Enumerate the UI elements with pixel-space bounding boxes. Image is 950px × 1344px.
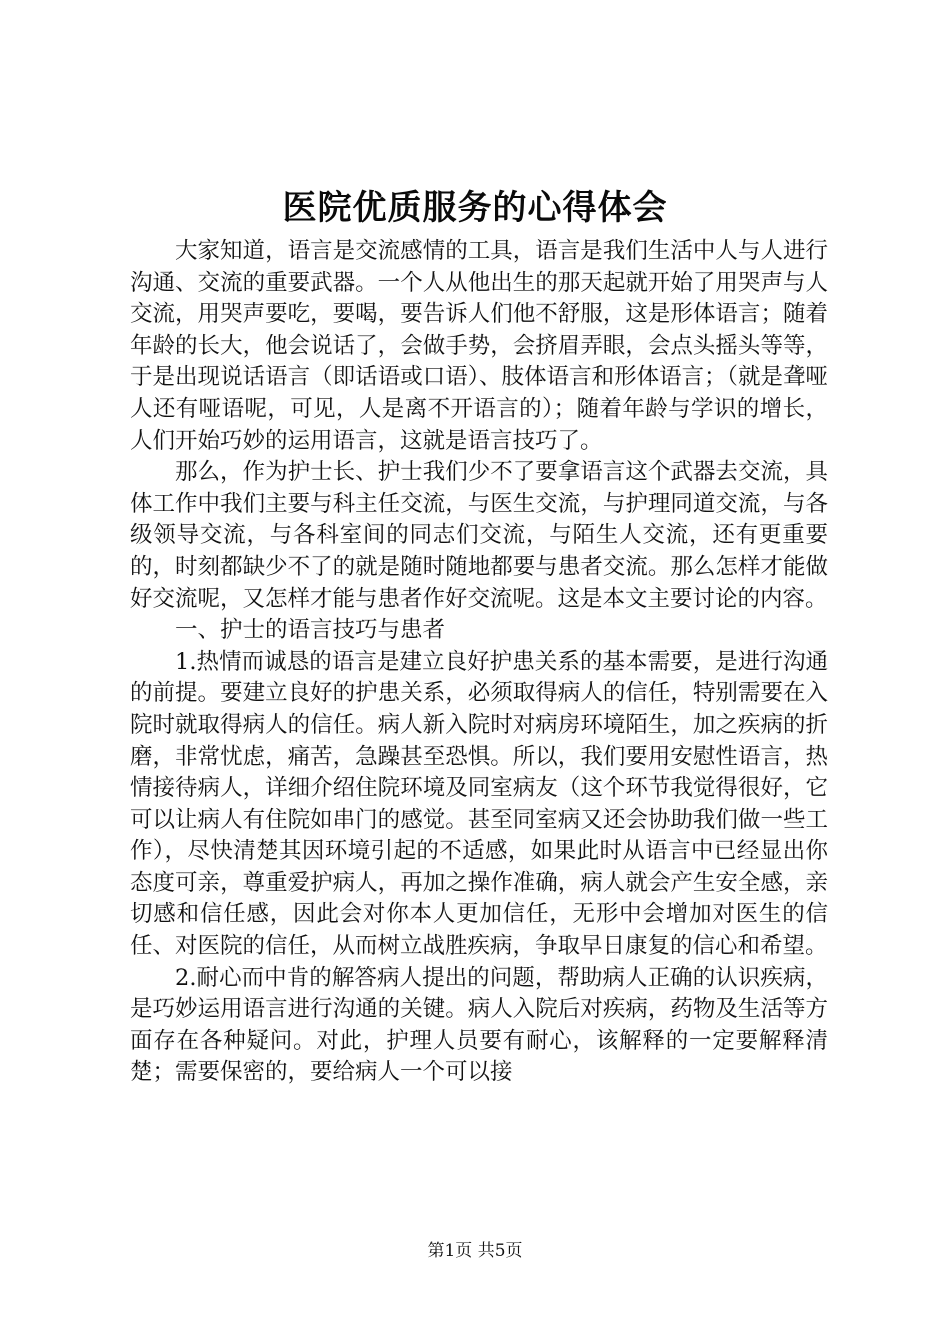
paragraph: 1.热情而诚恳的语言是建立良好护患关系的基本需要，是进行沟通的前提。要建立良好的护患关系，必须取得病人的信任，特别需要在入院时就取得病人的信任。病人新入院时对病房环境陌生，加之疾病的折磨，非常忧虑，痛苦，急躁甚至恐惧。所以，我们要用安慰性语言，热情接待病人，详细介绍住院环境及同室病友（这个环节我觉得很好，它可以让病人有住院如串门的感觉。甚至同室病又还会协助我们做一些工作），尽快清楚其因环境引起的不适感，如果此时从语言中已经显出你态度可亲，尊重爱护病人，再加之操作准确，病人就会产生安全感，亲切感和信任感，因此会对你本人更加信任，无形中会增加对医生的信任、对医院的信任，从而树立战胜疾病，争取早日康复的信心和希望。 — [130, 648, 828, 960]
paragraph: 那么，作为护士长、护士我们少不了要拿语言这个武器去交流，具体工作中我们主要与科主任交流，与医生交流，与护理同道交流，与各级领导交流，与各科室间的同志们交流，与陌生人交流，还有更重要的，时刻都缺少不了的就是随时随地都要与患者交流。那么怎样才能做好交流呢，又怎样才能与患者作好交流呢。这是本文主要讨论的内容。 — [130, 459, 828, 612]
paragraph: 大家知道，语言是交流感情的工具，语言是我们生活中人与人进行沟通、交流的重要武器。一个人从他出生的那天起就开始了用哭声与人交流，用哭声要吃，要喝，要告诉人们他不舒服，这是形体语言；随着年龄的长大，他会说话了，会做手势，会挤眉弄眼，会点头摇头等等，于是出现说话语言（即话语或口语）、肢体语言和形体语言；（就是聋哑人还有哑语呢，可见，人是离不开语言的）；随着年龄与学识的增长，人们开始巧妙的运用语言，这就是语言技巧了。 — [130, 238, 828, 454]
section-heading: 一、护士的语言技巧与患者 — [175, 617, 446, 644]
document-body — [130, 236, 828, 1089]
page-footer: 第1页 共5页 — [427, 1241, 523, 1261]
document-title: 医院优质服务的心得体会 — [282, 188, 668, 228]
paragraph: 2.耐心而中肯的解答病人提出的问题，帮助病人正确的认识疾病，是巧妙运用语言进行沟通的关键。病人入院后对疾病，药物及生活等方面存在各种疑问。对此，护理人员要有耐心，该解释的一定要解释清楚；需要保密的，要给病人一个可以接 — [130, 964, 828, 1086]
